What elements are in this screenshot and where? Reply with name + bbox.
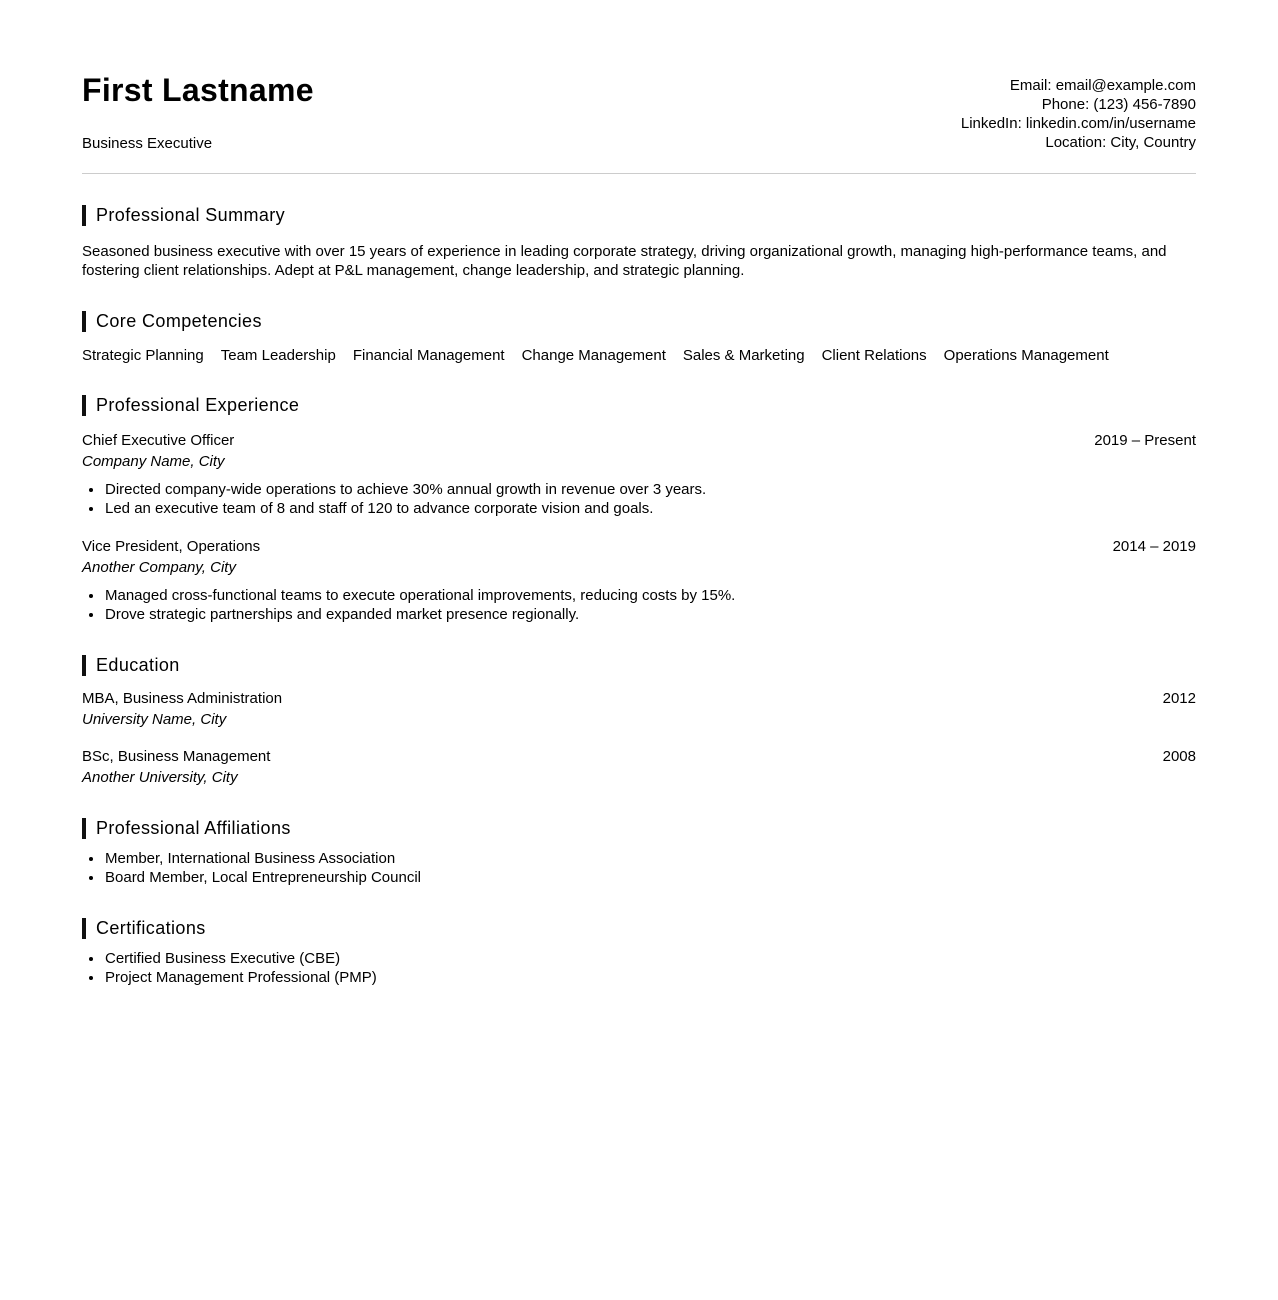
competency-item: Team Leadership (220, 347, 336, 364)
section-heading-professional-summary: Professional Summary (82, 205, 1196, 226)
person-title: Business Executive (82, 135, 213, 152)
education-degree: BSc, Business Management (82, 748, 271, 765)
section-education (82, 655, 1196, 787)
certification-list (82, 950, 1196, 987)
job-dates: 2014 – 2019 (1112, 538, 1196, 555)
resume-header (82, 72, 1196, 152)
education-year: 2008 (1162, 748, 1196, 765)
job-bullet-list (82, 587, 1196, 624)
section-professional-affiliations (82, 818, 1196, 887)
competency-item: Change Management (521, 347, 666, 364)
certification-item: • Certified Business Executive (CBE) (104, 950, 1196, 969)
section-core-competencies (82, 311, 1196, 364)
section-heading-certifications: Certifications (82, 918, 1196, 939)
job-role: Chief Executive Officer (82, 432, 235, 449)
job-bullet: • Led an executive team of 8 and staff of 120 to advance corporate vision and goals. (104, 500, 1196, 519)
education-degree: MBA, Business Administration (82, 690, 283, 707)
education-school: University Name, City (82, 711, 227, 728)
section-certifications (82, 918, 1196, 987)
education-year: 2012 (1162, 690, 1196, 707)
competency-item: Operations Management (943, 347, 1109, 364)
job-dates: 2019 – Present (1094, 432, 1196, 449)
header-divider (82, 173, 1196, 174)
education-header (82, 748, 1196, 787)
person-name: First Lastname (82, 72, 314, 108)
contact-location: Location: City, Country (1045, 134, 1196, 151)
competency-item: Sales & Marketing (682, 347, 805, 364)
job-role: Vice President, Operations (82, 538, 261, 555)
competency-item: Strategic Planning (82, 347, 204, 364)
job-header (82, 538, 1196, 577)
section-professional-experience (82, 395, 1196, 624)
job-bullet: • Directed company-wide operations to achieve 30% annual growth in revenue over 3 years. (104, 481, 1196, 500)
section-heading-education: Education (82, 655, 1196, 676)
job-title-block (82, 538, 260, 577)
contact-linkedin: LinkedIn: linkedin.com/in/username (960, 115, 1196, 132)
education-entry (82, 690, 1196, 729)
section-heading-professional-affiliations: Professional Affiliations (82, 818, 1196, 839)
competency-item: Financial Management (352, 347, 505, 364)
job-header (82, 432, 1196, 471)
contact-block (961, 72, 1196, 152)
section-heading-professional-experience: Professional Experience (82, 395, 1196, 416)
job-bullet: • Drove strategic partnerships and expanded market presence regionally. (104, 606, 1196, 625)
job-title-block (82, 432, 234, 471)
job-entry (82, 538, 1196, 624)
affiliation-item: • Board Member, Local Entrepreneurship Council (104, 869, 1196, 888)
job-company: Another Company, City (82, 559, 236, 576)
section-heading-core-competencies: Core Competencies (82, 311, 1196, 332)
summary-text: Seasoned business executive with over 15 years of experience in leading corporate strategy, driving organizational growth, managing high-performance teams, and fostering client relationships. Adept at P&L management, change leadership, and strategic planning. (82, 243, 1167, 279)
section-professional-summary (82, 205, 1196, 280)
header-identity (82, 72, 314, 152)
education-school: Another University, City (82, 769, 238, 786)
certification-item: • Project Management Professional (PMP) (104, 969, 1196, 988)
contact-phone: Phone: (123) 456-7890 (1041, 96, 1196, 113)
job-bullet-list (82, 481, 1196, 518)
education-entry (82, 748, 1196, 787)
education-title-block (82, 748, 270, 787)
affiliation-list (82, 850, 1196, 887)
education-header (82, 690, 1196, 729)
competency-list (82, 347, 1196, 364)
job-entry (82, 432, 1196, 518)
job-bullet: • Managed cross-functional teams to execute operational improvements, reducing costs by 15%. (104, 587, 1196, 606)
contact-email: Email: email@example.com (1009, 77, 1196, 94)
education-title-block (82, 690, 282, 729)
job-company: Company Name, City (82, 453, 225, 470)
affiliation-item: • Member, International Business Association (104, 850, 1196, 869)
competency-item: Client Relations (821, 347, 927, 364)
